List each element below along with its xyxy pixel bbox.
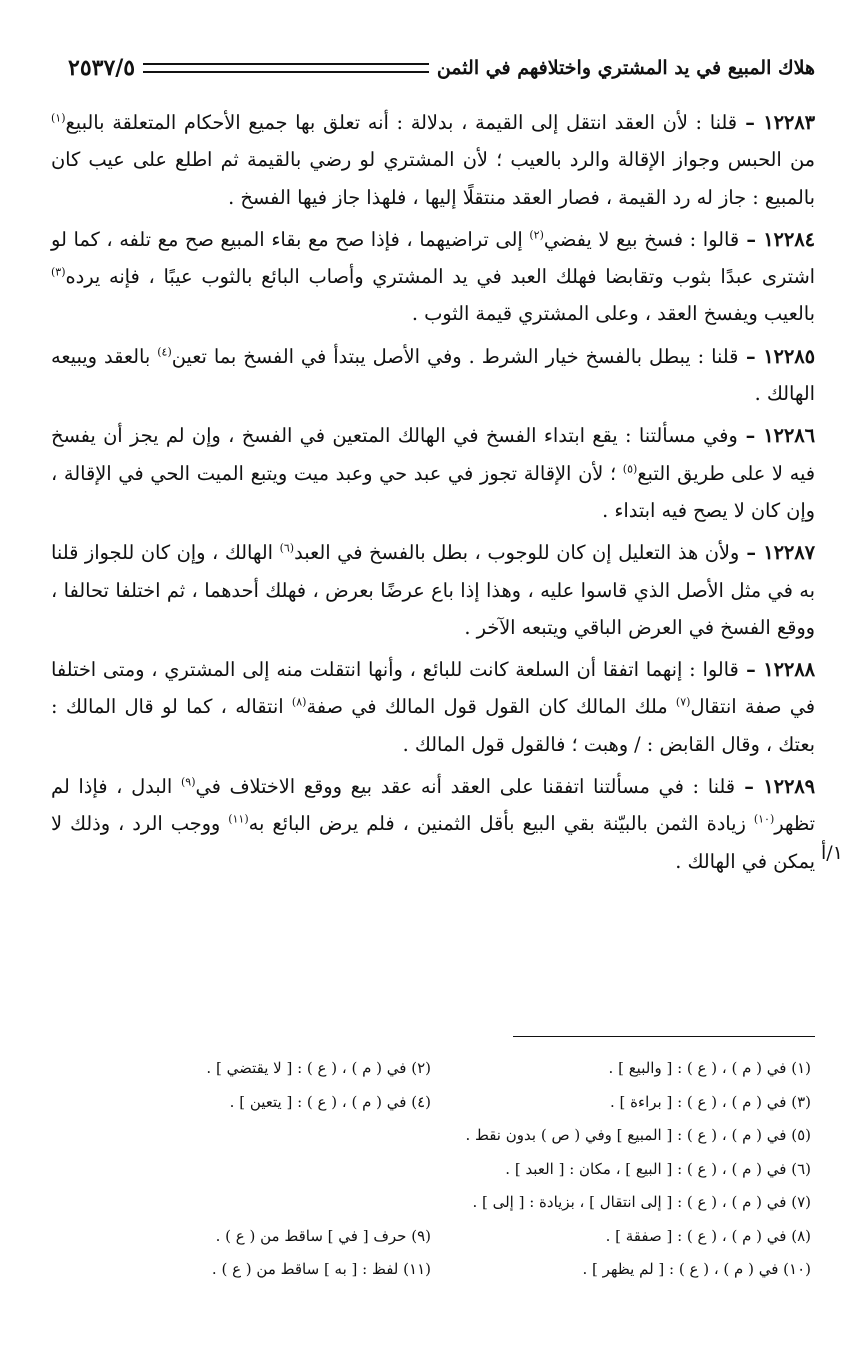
- footnote: (٦) في ( م ) ، ( ع ) : [ البيع ] ، مكان : [ العبد ] .: [505, 1159, 811, 1178]
- footnote-row: [51, 1153, 811, 1187]
- paragraph-dash: –: [739, 227, 764, 251]
- paragraph-dash: –: [737, 111, 764, 134]
- paragraph-dash: –: [738, 344, 764, 368]
- footnote-marker: (٢): [529, 228, 544, 242]
- paragraph-dash: –: [737, 424, 764, 448]
- paragraph-text: إلى تراضيهما ، فإذا صح مع بقاء المبيع صح مع تلفه ، كما لو اشترى عبدًا بثوب وتقابضا فهلك العبد في يد المشتري وأصاب البائع بالثوب عيبًا ، فإنه يرده: [51, 227, 815, 289]
- paragraph-text: انتقاله ، كما لو قال المالك : بعتك ، وقال القابض : / وهبت ؛ فالقول قول المالك .: [51, 695, 815, 756]
- footnote-row: [51, 1253, 811, 1287]
- footnote-row: [51, 1186, 811, 1220]
- footnote: (٤) في ( م ) ، ( ع ) : [ يتعين ] .: [229, 1092, 431, 1111]
- running-title: هلاك المبيع في يد المشتري واختلافهم في الثمن: [436, 57, 815, 79]
- paragraph: [51, 768, 815, 880]
- footnote: (١) في ( م ) ، ( ع ) : [ والبيع ] .: [608, 1059, 811, 1077]
- page-number: ٢٥٣٧/٥: [68, 55, 136, 81]
- paragraph-number: ١٢٢٨٩: [763, 775, 816, 799]
- page-header: [68, 48, 815, 88]
- paragraph-dash: –: [738, 658, 764, 682]
- paragraph: [51, 104, 815, 216]
- paragraph-text: قالوا : إنهما اتفقا أن السلعة كانت للبائع ، وأنها انتقلت منه إلى المشتري ، ومتى اختلفا في صفة انتقال: [51, 658, 815, 719]
- paragraph: [51, 651, 815, 763]
- paragraph-text: ولأن هذ التعليل إن كان للوجوب ، بطل بالفسخ في العبد: [294, 541, 740, 565]
- footnote: (٥) في ( م ) ، ( ع ) : [ المبيع ] وفي ( ص ) بدون نقط .: [465, 1126, 811, 1144]
- paragraph-number: ١٢٢٨٦: [763, 424, 815, 448]
- paragraph-text: وفي مسألتنا : يقع ابتداء الفسخ في الهالك المتعين في الفسخ ، وإن لم يجز أن يفسخ فيه لا على طريق التبع: [51, 424, 816, 485]
- paragraph-number: ١٢٢٨٣: [763, 111, 815, 134]
- footnote-marker: (٧): [675, 696, 691, 710]
- paragraph-text: بالعيب ويفسخ العقد ، وعلى المشتري قيمة الثوب .: [411, 302, 815, 326]
- paragraph: [51, 221, 815, 333]
- paragraph-dash: –: [735, 775, 764, 799]
- margin-folio-note: ١/أ: [821, 842, 843, 864]
- paragraph-dash: –: [739, 541, 764, 565]
- paragraph-text: بالعقد ويبيعه الهالك .: [51, 344, 815, 406]
- footnote-marker: (٣): [51, 265, 66, 279]
- footnote: (٢) في ( م ) ، ( ع ) : [ لا يقتضي ] .: [206, 1059, 431, 1077]
- footnote-marker: (٩): [180, 775, 196, 789]
- footnote: (١٠) في ( م ) ، ( ع ) : [ لم يظهر ] .: [582, 1260, 811, 1278]
- footnote-row: [51, 1052, 811, 1086]
- paragraph-text: من الحبس وجواز الإقالة والرد بالعيب ؛ لأن المشتري لو رضي بالقيمة ثم اطلع على عيب كان بالمبيع : جاز له رد القيمة ، فصار العقد منتقلًا إليها ، فلهذا جاز فيها الفسخ .: [51, 148, 815, 209]
- paragraph-text: ملك المالك كان القول قول المالك في صفة: [306, 695, 676, 719]
- paragraph-text: زيادة الثمن بالبيّنة بقي البيع بأقل الثمنين ، فلم يرض البائع به: [248, 812, 754, 836]
- footnote-row: [51, 1119, 811, 1153]
- footnote-marker: (٥): [622, 462, 638, 476]
- footnote: (٣) في ( م ) ، ( ع ) : [ براءة ] .: [610, 1092, 811, 1111]
- paragraph-number: ١٢٢٨٤: [763, 227, 815, 251]
- paragraph-text: ؛ لأن الإقالة تجوز في عبد حي وعبد ميت ويتبع الميت الحي في الإقالة ، وإن كان لا يصح فيه ابتداء .: [51, 461, 815, 522]
- footnotes: [51, 1052, 811, 1287]
- paragraph-text: البدل ، فإذا لم تظهر: [51, 775, 815, 836]
- footnote-row: [51, 1220, 811, 1254]
- footnote-row: [51, 1086, 811, 1120]
- paragraph: [51, 338, 815, 413]
- paragraph-text: قلنا : يبطل بالفسخ خيار الشرط . وفي الأصل يبتدأ في الفسخ بما تعين: [171, 344, 739, 368]
- footnote: (٨) في ( م ) ، ( ع ) : [ صفقة ] .: [605, 1226, 811, 1245]
- body-text: [51, 104, 815, 880]
- paragraph-text: قلنا : لأن العقد انتقل إلى القيمة ، بدلالة : أنه تعلق بها جميع الأحكام المتعلقة بالبيع: [65, 111, 738, 134]
- footnote-marker: (٦): [279, 541, 295, 555]
- footnote-marker: (١): [51, 111, 66, 125]
- paragraph-number: ١٢٢٨٥: [763, 344, 815, 368]
- paragraph-text: ووجب الرد ، وذلك لا يمكن في الهالك .: [51, 812, 815, 873]
- footnote-marker: (١٠): [753, 812, 775, 826]
- footnote: (١١) لفظ : [ به ] ساقط من ( ع ) .: [211, 1260, 431, 1278]
- paragraph: [51, 417, 815, 529]
- footnote-rule: [513, 1036, 815, 1037]
- footnote: (٧) في ( م ) ، ( ع ) : [ إلى انتقال ] ، بزيادة : [ إلى ] .: [472, 1193, 811, 1211]
- footnote-marker: (٨): [291, 696, 307, 710]
- footnote-marker: (٤): [157, 345, 172, 359]
- paragraph-number: ١٢٢٨٨: [763, 658, 815, 682]
- footnote-marker: (١١): [228, 812, 249, 826]
- paragraph-text: قلنا : في مسألتنا اتفقنا على العقد أنه عقد بيع ووقع الاختلاف في: [195, 775, 735, 799]
- paragraph: [51, 534, 815, 646]
- footnote: (٩) حرف [ في ] ساقط من ( ع ) .: [215, 1226, 431, 1245]
- paragraph-number: ١٢٢٨٧: [763, 541, 815, 565]
- paragraph-text: الهالك ، وإن كان للجواز قلنا به في مثل الأصل الذي قاسوا عليه ، وهذا إذا باع عرضًا بعرض ، فهلك أحدهما ، ثم اختلفا تحالفا ، ووقع الفسخ في العرض الباقي ويتبعه الآخر .: [51, 541, 815, 639]
- paragraph-text: قالوا : فسخ بيع لا يفضي: [543, 227, 740, 251]
- header-rule: [143, 63, 429, 73]
